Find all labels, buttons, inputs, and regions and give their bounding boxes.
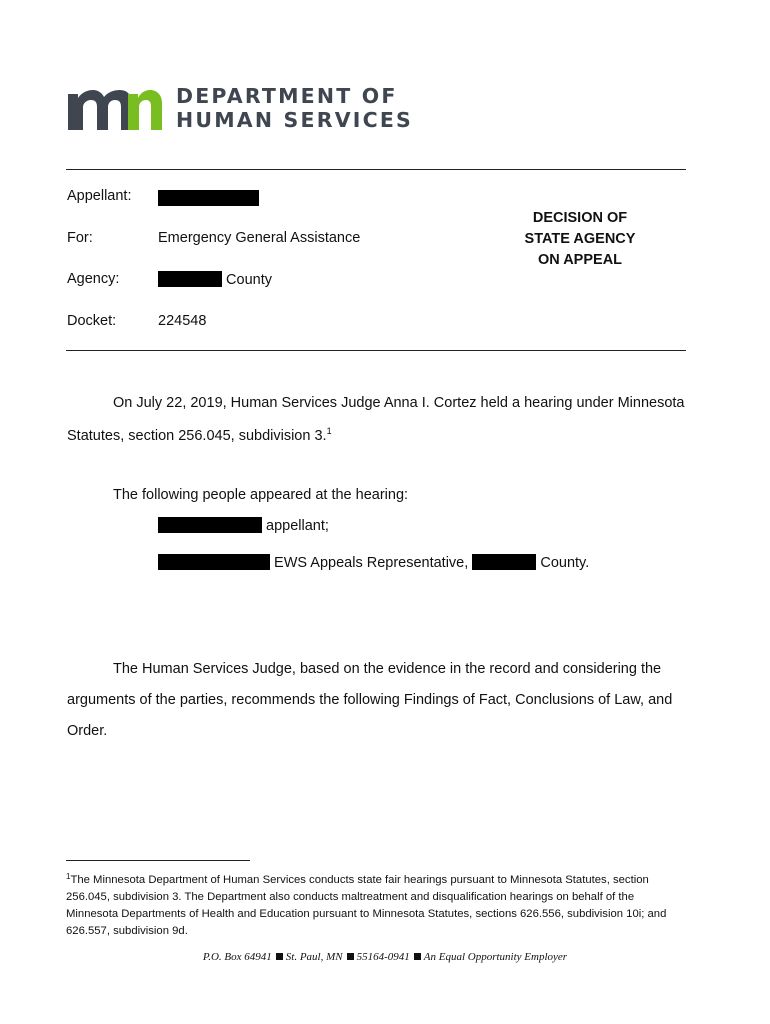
- para-1-line-2: [67, 426, 332, 444]
- appellant-label: Appellant:: [67, 188, 132, 204]
- footnote-text-1: The Minnesota Department of Human Services conducts state fair hearings pursuant to Minnesota Statutes, section: [70, 874, 649, 886]
- decision-line-2: STATE AGENCY: [524, 231, 636, 247]
- docket-label: Docket:: [67, 313, 117, 329]
- para-3-line-2: arguments of the parties, recommends the following Findings of Fact, Conclusions of Law, and: [67, 692, 673, 708]
- decision-title: [505, 208, 655, 271]
- footnote-line-4: 626.557, subdivision 9d.: [66, 925, 188, 937]
- footer-po-box: P.O. Box 64941: [202, 951, 272, 963]
- redaction-box: [158, 271, 222, 287]
- for-value: Emergency General Assistance: [158, 230, 361, 246]
- decision-line-1: DECISION OF: [532, 210, 628, 226]
- mn-logo-mark: [66, 84, 162, 130]
- dhs-logo: [66, 84, 414, 132]
- header-rule-top: [66, 169, 686, 170]
- redaction-box: [158, 190, 259, 206]
- footnote-line-1: [66, 868, 696, 889]
- docket-value: 224548: [158, 313, 207, 329]
- dept-name-line-1: DEPARTMENT OF: [176, 84, 398, 108]
- para-2-intro: The following people appeared at the hearing:: [113, 487, 409, 503]
- decision-line-3: ON APPEAL: [537, 252, 623, 268]
- para-1-line-1: On July 22, 2019, Human Services Judge Anna I. Cortez held a hearing under Minnesota: [113, 395, 685, 411]
- footer-zip: 55164-0941: [356, 951, 410, 963]
- attendee-1-role: appellant;: [266, 518, 329, 534]
- square-bullet-icon: [276, 953, 283, 960]
- footnote-line-2: 256.045, subdivision 3. The Department also conducts maltreatment and disqualification hearings on behalf of the: [66, 891, 635, 903]
- dept-name-line-2: HUMAN SERVICES: [176, 108, 414, 132]
- footnote-line-3: Minnesota Departments of Health and Education pursuant to Minnesota Statutes, sections 626.556, subdivision 10i; and: [66, 908, 667, 920]
- footnote-ref[interactable]: 1: [326, 426, 332, 436]
- footer-city: St. Paul, MN: [285, 951, 343, 963]
- redaction-box: [472, 554, 536, 570]
- attendee-2-role: EWS Appeals Representative,: [274, 555, 469, 571]
- square-bullet-icon: [414, 953, 421, 960]
- footer-eoe: An Equal Opportunity Employer: [423, 951, 568, 963]
- attendee-1: [158, 517, 329, 534]
- attendee-2: [158, 554, 589, 571]
- footnote-number: 1: [66, 872, 71, 881]
- redaction-box: [158, 517, 262, 533]
- header-rule-bottom: [66, 350, 686, 351]
- agency-label: Agency:: [67, 271, 120, 287]
- page-footer: [0, 951, 770, 963]
- agency-value: [158, 271, 272, 288]
- attendee-2-county: County.: [540, 555, 590, 571]
- para-3-line-3: Order.: [67, 723, 108, 739]
- footnote: [66, 868, 696, 940]
- for-label: For:: [67, 230, 93, 246]
- para-3-line-1: The Human Services Judge, based on the evidence in the record and considering the: [113, 661, 662, 677]
- appellant-value: [158, 190, 259, 207]
- footnote-rule: [66, 860, 250, 861]
- square-bullet-icon: [347, 953, 354, 960]
- agency-county: County: [226, 272, 272, 288]
- redaction-box: [158, 554, 270, 570]
- para-1-text: Statutes, section 256.045, subdivision 3.: [67, 428, 327, 444]
